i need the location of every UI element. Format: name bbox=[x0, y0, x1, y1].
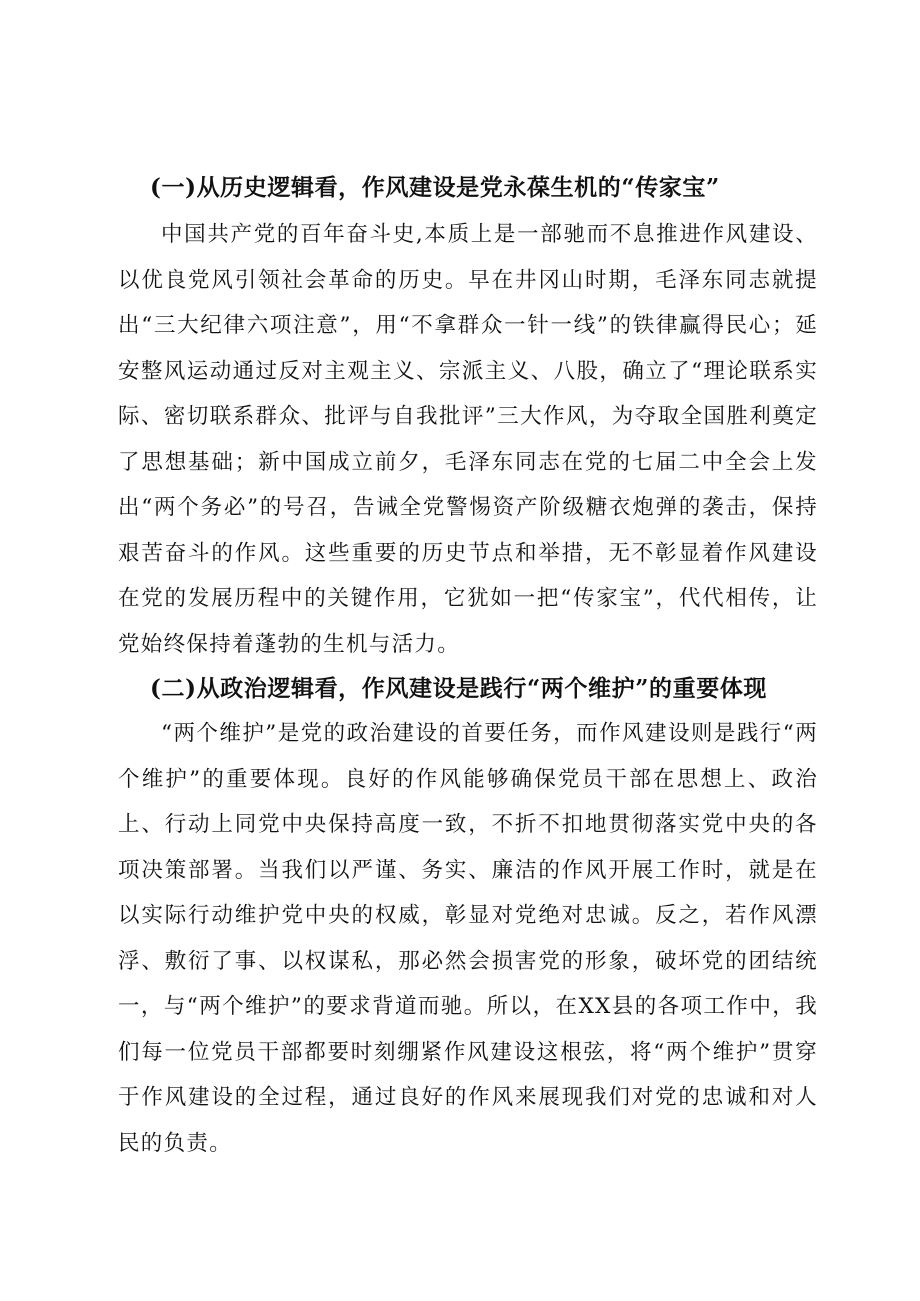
section-2-heading: (二)从政治逻辑看，作风建设是践行“两个维护”的重要体现 bbox=[150, 675, 768, 702]
document-content bbox=[118, 166, 818, 1166]
section-2-paragraph: “两个维护”是党的政治建设的首要任务，而作风建设则是践行“两个维护”的重要体现。良好的作风能够确保党员干部在思想上、政治上、行动上同党中央保持高度一致，不折不扣地贯彻落实党中央的各项决策部署。当我们以严谨、务实、廉洁的作风开展工作时，就是在以实际行动维护党中央的权威，彰显对党绝对忠诚。反之，若作风漂浮、敷衍了事、以权谋私，那必然会损害党的形象，破坏党的团结统一，与“两个维护”的要求背道而驰。所以，在XX县的各项工作中，我们每一位党员干部都要时刻绷紧作风建设这根弦，将“两个维护”贯穿于作风建设的全过程，通过良好的作风来展现我们对党的忠诚和对人民的负责。 bbox=[118, 721, 818, 1156]
section-1-heading: (一)从历史逻辑看，作风建设是党永葆生机的“传家宝” bbox=[150, 174, 720, 201]
section-1-paragraph: 中国共产党的百年奋斗史,本质上是一部驰而不息推进作风建设、以优良党风引领社会革命的历史。早在井冈山时期，毛泽东同志就提出“三大纪律六项注意”，用“不拿群众一针一线”的铁律赢得民心；延安整风运动通过反对主观主义、宗派主义、八股，确立了“理论联系实际、密切联系群众、批评与自我批评”三大作风，为夺取全国胜利奠定了思想基础；新中国成立前夕，毛泽东同志在党的七届二中全会上发出“两个务必”的号召，告诫全党警惕资产阶级糖衣炮弹的袭击，保持艰苦奋斗的作风。这些重要的历史节点和举措，无不彰显着作风建设在党的发展历程中的关键作用，它犹如一把“传家宝”，代代相传，让党始终保持着蓬勃的生机与活力。 bbox=[118, 222, 818, 657]
